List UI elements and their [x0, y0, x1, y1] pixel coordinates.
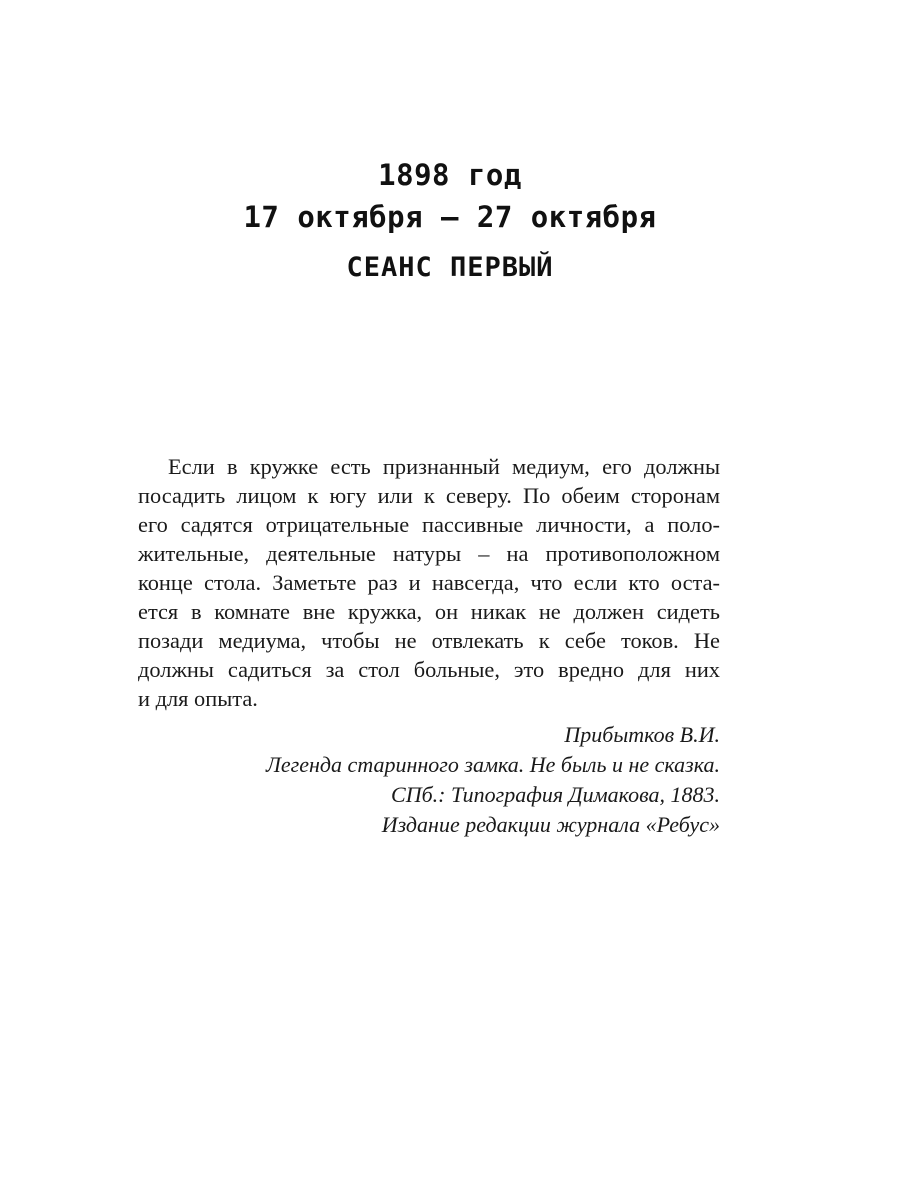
citation-title: Легенда старинного замка. Не быль и не сказка. — [266, 752, 720, 777]
epigraph-line: ется в комнате вне кружка, он никак не должен сидеть — [138, 599, 720, 624]
epigraph-line: позади медиума, чтобы не отвлекать к себе токов. Не — [138, 628, 720, 653]
citation-author: Прибытков В.И. — [564, 722, 720, 747]
epigraph-line: конце стола. Заметьте раз и навсегда, что если кто оста- — [138, 570, 720, 595]
chapter-title: СЕАНС ПЕРВЫЙ — [346, 252, 554, 283]
epigraph-line: его садятся отрицательные пассивные личности, а поло- — [138, 512, 720, 537]
epigraph-line: жительные, деятельные натуры – на противоположном — [138, 541, 720, 566]
chapter-dates: 17 октября – 27 октября — [243, 200, 657, 234]
epigraph-line: и для опыта. — [138, 686, 258, 711]
epigraph-line: посадить лицом к югу или к северу. По обеим сторонам — [138, 483, 720, 508]
epigraph-line: должны садиться за стол больные, это вредно для них — [138, 657, 720, 682]
epigraph-paragraph — [138, 452, 720, 713]
citation-publisher: СПб.: Типография Димакова, 1883. — [391, 782, 720, 807]
citation-edition: Издание редакции журнала «Ребус» — [381, 812, 720, 837]
epigraph-line: Если в кружке есть признанный медиум, его должны — [168, 454, 720, 479]
chapter-year: 1898 год — [378, 158, 522, 192]
epigraph-citation — [0, 720, 720, 840]
